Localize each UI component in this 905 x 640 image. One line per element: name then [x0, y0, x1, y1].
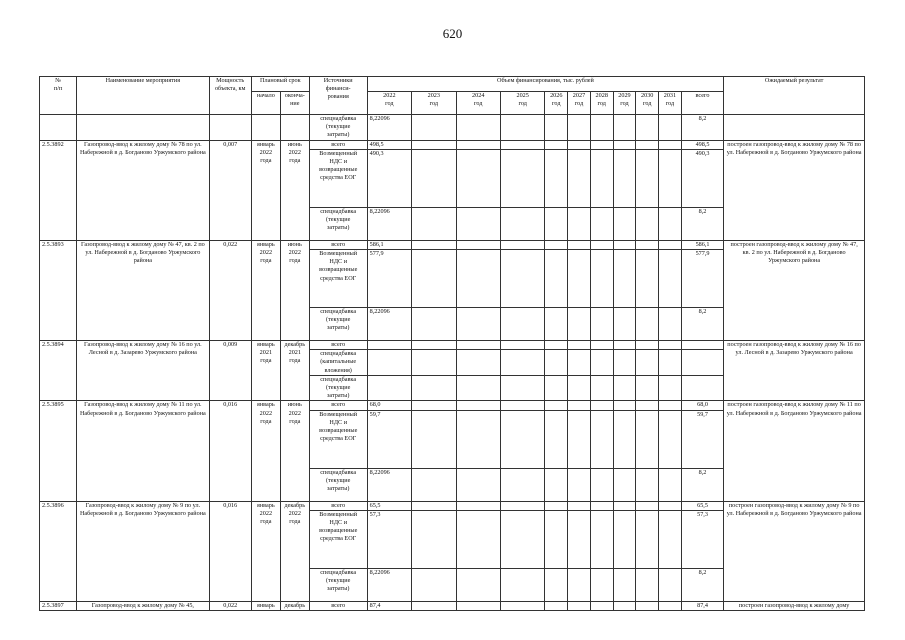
row-source: Возмещенный НДС и возвращенные средства ЕОГ [309, 410, 367, 468]
row-value-2022: 8,22096 [367, 115, 411, 141]
row-name: Газопровод-ввод к жилому дому № 9 по ул. Набережной в д. Богданово Уржумского района [77, 501, 209, 601]
row-value-empty [568, 468, 591, 501]
row-value-empty [659, 468, 682, 501]
row-value-empty [636, 140, 659, 149]
header-year: 2024 год [456, 92, 500, 115]
row-start [251, 115, 280, 141]
row-value-empty [412, 308, 456, 341]
row-id: 2.5.3896 [40, 501, 77, 601]
row-capacity: 0,009 [209, 341, 251, 401]
row-value-empty [659, 501, 682, 510]
row-value-empty [636, 341, 659, 350]
header-year: 2031 год [659, 92, 682, 115]
row-value-empty [412, 115, 456, 141]
row-value-empty [659, 401, 682, 410]
row-value-empty [500, 410, 544, 468]
row-value-empty [568, 568, 591, 601]
row-value-empty [500, 401, 544, 410]
row-value-empty [636, 115, 659, 141]
row-end: декабрь 2021 года [280, 341, 309, 401]
row-value-empty [456, 375, 500, 401]
row-end: декабрь [280, 601, 309, 610]
row-value-empty [545, 510, 568, 568]
row-value-empty [636, 410, 659, 468]
row-value-empty [545, 240, 568, 249]
row-value-empty [456, 350, 500, 376]
row-value-empty [636, 149, 659, 207]
row-value-empty [590, 510, 613, 568]
row-value-empty [613, 501, 636, 510]
row-source: спецнадбавка (текущие затраты) [309, 207, 367, 240]
row-value-empty [590, 140, 613, 149]
row-value-empty [659, 341, 682, 350]
row-value-empty [500, 240, 544, 249]
row-total: 65,5 [681, 501, 723, 510]
row-source: всего [309, 501, 367, 510]
table-row [40, 115, 865, 141]
row-value-empty [456, 207, 500, 240]
row-value-empty [590, 375, 613, 401]
row-start: январь 2022 года [251, 401, 280, 501]
row-value-empty [613, 240, 636, 249]
row-capacity: 0,022 [209, 601, 251, 610]
row-total: 577,9 [681, 250, 723, 308]
row-value-empty [545, 601, 568, 610]
row-value-empty [613, 350, 636, 376]
row-value-2022: 68,0 [367, 401, 411, 410]
row-value-empty [659, 601, 682, 610]
row-value-empty [613, 568, 636, 601]
row-value-empty [636, 401, 659, 410]
row-value-empty [590, 207, 613, 240]
row-value-empty [568, 501, 591, 510]
row-value-empty [613, 149, 636, 207]
row-source: спецнадбавка (текущие затраты) [309, 468, 367, 501]
row-source: спецнадбавка (текущие затраты) [309, 308, 367, 341]
header-year: 2023 год [412, 92, 456, 115]
row-source: всего [309, 240, 367, 249]
row-value-2022: 8,22096 [367, 308, 411, 341]
row-value-empty [568, 250, 591, 308]
row-value-empty [500, 375, 544, 401]
row-value-empty [412, 341, 456, 350]
row-value-empty [456, 140, 500, 149]
row-value-empty [456, 341, 500, 350]
row-value-empty [636, 568, 659, 601]
row-value-empty [500, 250, 544, 308]
row-value-empty [613, 375, 636, 401]
row-value-empty [590, 240, 613, 249]
row-value-empty [590, 250, 613, 308]
row-value-empty [456, 250, 500, 308]
header-name: Наименование мероприятия [77, 77, 209, 115]
row-value-empty [568, 510, 591, 568]
row-value-empty [590, 501, 613, 510]
row-value-empty [613, 250, 636, 308]
row-value-empty [456, 240, 500, 249]
row-name: Газопровод-ввод к жилому дому № 16 по ул. Лесной в д. Зазарево Уржумского района [77, 341, 209, 401]
row-total: 87,4 [681, 601, 723, 610]
row-start: январь 2022 года [251, 140, 280, 240]
row-end: декабрь 2022 года [280, 501, 309, 601]
row-value-empty [590, 308, 613, 341]
header-period-start: начало [251, 92, 280, 115]
row-value-empty [456, 468, 500, 501]
row-name [77, 115, 209, 141]
row-value-empty [545, 115, 568, 141]
row-value-empty [412, 401, 456, 410]
row-value-empty [568, 240, 591, 249]
row-source: спецнадбавка (текущие затраты) [309, 115, 367, 141]
header-year: 2028 год [590, 92, 613, 115]
row-value-empty [456, 410, 500, 468]
row-value-empty [659, 250, 682, 308]
row-total: 8,2 [681, 308, 723, 341]
row-source: всего [309, 341, 367, 350]
row-value-2022: 490,3 [367, 149, 411, 207]
row-value-empty [545, 568, 568, 601]
row-value-empty [545, 468, 568, 501]
row-value-empty [500, 501, 544, 510]
row-value-empty [659, 350, 682, 376]
header-period: Плановый срок [251, 77, 309, 92]
row-source: Возмещенный НДС и возвращенные средства ЕОГ [309, 510, 367, 568]
row-value-empty [613, 401, 636, 410]
header-capacity: Мощность объекта, км [209, 77, 251, 115]
row-value-empty [613, 115, 636, 141]
row-name: Газопровод-ввод к жилому дому № 78 по ул. Набережной в д. Богданово Уржумского района [77, 140, 209, 240]
row-value-empty [412, 149, 456, 207]
row-total: 586,1 [681, 240, 723, 249]
row-source: Возмещенный НДС и возвращенные средства ЕОГ [309, 149, 367, 207]
row-result: построен газопровод-ввод к жилому дому № 78 по ул. Набережной в д. Богданово Уржумского района [724, 140, 865, 240]
row-value-empty [412, 510, 456, 568]
row-value-empty [500, 568, 544, 601]
row-value-empty [636, 350, 659, 376]
row-value-2022: 577,9 [367, 250, 411, 308]
header-total: всего [681, 92, 723, 115]
row-end: июнь 2022 года [280, 401, 309, 501]
row-value-empty [568, 401, 591, 410]
row-value-empty [568, 601, 591, 610]
page-number: 620 [442, 26, 463, 41]
table-row [40, 501, 865, 510]
row-value-empty [412, 375, 456, 401]
row-value-empty [500, 207, 544, 240]
row-name: Газопровод-ввод к жилому дому № 11 по ул. Набережной в д. Богданово Уржумского района [77, 401, 209, 501]
row-value-empty [636, 240, 659, 249]
row-source: спецнадбавка (текущие затраты) [309, 568, 367, 601]
row-value-empty [500, 341, 544, 350]
row-value-empty [500, 468, 544, 501]
row-value-empty [659, 207, 682, 240]
row-value-empty [412, 240, 456, 249]
row-value-empty [659, 149, 682, 207]
row-value-empty [636, 501, 659, 510]
row-start: январь 2022 года [251, 501, 280, 601]
header-year: 2026 год [545, 92, 568, 115]
row-value-empty [613, 308, 636, 341]
row-value-empty [412, 350, 456, 376]
row-value-empty [590, 568, 613, 601]
table-row [40, 341, 865, 350]
row-value-empty [636, 601, 659, 610]
row-value-empty [456, 568, 500, 601]
row-capacity: 0,016 [209, 501, 251, 601]
header-result: Ожидаемый результат [724, 77, 865, 115]
row-value-empty [613, 341, 636, 350]
row-value-empty [590, 468, 613, 501]
table-row [40, 401, 865, 410]
row-name: Газопровод-ввод к жилому дому № 47, кв. 2 по ул. Набережной в д. Богданово Уржумского района [77, 240, 209, 340]
header-year: 2029 год [613, 92, 636, 115]
row-result: построен газопровод-ввод к жилому дому № 9 по ул. Набережной в д. Богданово Уржумского района [724, 501, 865, 601]
row-value-empty [659, 568, 682, 601]
row-value-empty [456, 308, 500, 341]
table-row [40, 140, 865, 149]
row-total: 490,3 [681, 149, 723, 207]
row-capacity [209, 115, 251, 141]
row-value-empty [636, 250, 659, 308]
row-value-2022: 57,3 [367, 510, 411, 568]
row-value-empty [545, 341, 568, 350]
row-value-empty [568, 140, 591, 149]
row-total: 498,5 [681, 140, 723, 149]
row-value-empty [568, 149, 591, 207]
row-start: январь 2021 года [251, 341, 280, 401]
row-value-empty [500, 149, 544, 207]
row-value-empty [545, 401, 568, 410]
row-value-empty [412, 207, 456, 240]
row-source: Возмещенный НДС и возвращенные средства ЕОГ [309, 250, 367, 308]
row-value-empty [636, 207, 659, 240]
row-value-empty [613, 601, 636, 610]
row-id: 2.5.3897 [40, 601, 77, 610]
row-capacity: 0,016 [209, 401, 251, 501]
row-value-empty [659, 308, 682, 341]
row-start: январь 2022 года [251, 240, 280, 340]
row-value-empty [412, 410, 456, 468]
row-value-empty [590, 410, 613, 468]
row-value-empty [545, 350, 568, 376]
row-value-empty [636, 375, 659, 401]
header-year: 2022 год [367, 92, 411, 115]
row-value-empty [659, 115, 682, 141]
row-total [681, 375, 723, 401]
row-result [724, 115, 865, 141]
row-capacity: 0,007 [209, 140, 251, 240]
row-value-empty [659, 510, 682, 568]
row-value-2022 [367, 350, 411, 376]
row-value-2022: 87,4 [367, 601, 411, 610]
row-value-empty [568, 341, 591, 350]
row-value-empty [545, 375, 568, 401]
row-end: июнь 2022 года [280, 140, 309, 240]
row-value-empty [545, 501, 568, 510]
row-source: всего [309, 601, 367, 610]
row-id: 2.5.3892 [40, 140, 77, 240]
table-row [40, 601, 865, 610]
header-funding: Объем финансирования, тыс. рублей [367, 77, 724, 92]
row-result: построен газопровод-ввод к жилому дому № 16 по ул. Лесной в д. Зазарево Уржумского района [724, 341, 865, 401]
row-value-empty [568, 375, 591, 401]
row-value-empty [412, 140, 456, 149]
row-result: построен газопровод-ввод к жилому дому [724, 601, 865, 610]
row-value-empty [613, 410, 636, 468]
row-start: январь [251, 601, 280, 610]
row-result: построен газопровод-ввод к жилому дому № 47, кв. 2 по ул. Набережной в д. Богданово Уржумского района [724, 240, 865, 340]
row-source: всего [309, 140, 367, 149]
row-value-empty [636, 468, 659, 501]
row-value-empty [636, 308, 659, 341]
row-value-empty [659, 375, 682, 401]
row-value-empty [412, 568, 456, 601]
row-value-2022: 8,22096 [367, 568, 411, 601]
row-total [681, 341, 723, 350]
row-value-2022: 8,22096 [367, 207, 411, 240]
row-value-empty [590, 149, 613, 207]
row-value-empty [456, 115, 500, 141]
row-total: 8,2 [681, 115, 723, 141]
row-value-empty [500, 140, 544, 149]
row-name: Газопровод-ввод к жилому дому № 45, [77, 601, 209, 610]
table-row [40, 240, 865, 249]
row-value-empty [568, 350, 591, 376]
row-value-empty [500, 601, 544, 610]
row-value-2022: 65,5 [367, 501, 411, 510]
row-value-2022: 586,1 [367, 240, 411, 249]
funding-table [39, 76, 865, 611]
row-value-empty [590, 115, 613, 141]
row-value-empty [456, 149, 500, 207]
row-value-empty [500, 350, 544, 376]
row-total: 68,0 [681, 401, 723, 410]
row-value-empty [659, 240, 682, 249]
row-value-empty [545, 149, 568, 207]
row-id: 2.5.3893 [40, 240, 77, 340]
row-value-empty [545, 250, 568, 308]
row-value-empty [545, 140, 568, 149]
row-source: спецнадбавка (текущие затраты) [309, 375, 367, 401]
row-value-empty [613, 468, 636, 501]
row-value-empty [545, 410, 568, 468]
row-total: 8,2 [681, 207, 723, 240]
row-value-empty [456, 401, 500, 410]
row-value-empty [590, 350, 613, 376]
header-period-end: оконча- ние [280, 92, 309, 115]
row-end [280, 115, 309, 141]
row-value-empty [412, 501, 456, 510]
row-value-empty [500, 308, 544, 341]
row-source: всего [309, 401, 367, 410]
row-value-empty [456, 601, 500, 610]
row-source: спецнадбавка (капитальные вложения) [309, 350, 367, 376]
row-value-empty [568, 410, 591, 468]
header-sources: Источники финанси- рования [309, 77, 367, 115]
row-value-empty [568, 115, 591, 141]
row-value-empty [613, 510, 636, 568]
row-id: 2.5.3895 [40, 401, 77, 501]
row-value-empty [500, 115, 544, 141]
row-id [40, 115, 77, 141]
row-id: 2.5.3894 [40, 341, 77, 401]
row-value-empty [613, 140, 636, 149]
row-value-2022 [367, 341, 411, 350]
row-value-2022: 8,22096 [367, 468, 411, 501]
row-value-empty [545, 207, 568, 240]
row-value-empty [659, 410, 682, 468]
row-value-empty [456, 501, 500, 510]
row-value-empty [568, 308, 591, 341]
row-value-empty [500, 510, 544, 568]
row-value-2022: 498,5 [367, 140, 411, 149]
row-value-empty [613, 207, 636, 240]
header-year: 2030 год [636, 92, 659, 115]
header-year: 2025 год [500, 92, 544, 115]
row-total: 8,2 [681, 468, 723, 501]
row-total: 59,7 [681, 410, 723, 468]
row-total: 57,3 [681, 510, 723, 568]
row-capacity: 0,022 [209, 240, 251, 340]
row-value-2022 [367, 375, 411, 401]
row-value-empty [412, 468, 456, 501]
row-total [681, 350, 723, 376]
row-result: построен газопровод-ввод к жилому дому № 11 по ул. Набережной в д. Богданово Уржумского района [724, 401, 865, 501]
row-value-empty [590, 601, 613, 610]
row-value-empty [456, 510, 500, 568]
row-value-empty [412, 250, 456, 308]
row-value-empty [636, 510, 659, 568]
header-year: 2027 год [568, 92, 591, 115]
row-value-empty [590, 341, 613, 350]
row-value-empty [659, 140, 682, 149]
row-total: 8,2 [681, 568, 723, 601]
row-value-empty [545, 308, 568, 341]
row-value-empty [590, 401, 613, 410]
header-num: № п/п [40, 77, 77, 115]
row-value-empty [568, 207, 591, 240]
row-end: июнь 2022 года [280, 240, 309, 340]
row-value-empty [412, 601, 456, 610]
row-value-2022: 59,7 [367, 410, 411, 468]
